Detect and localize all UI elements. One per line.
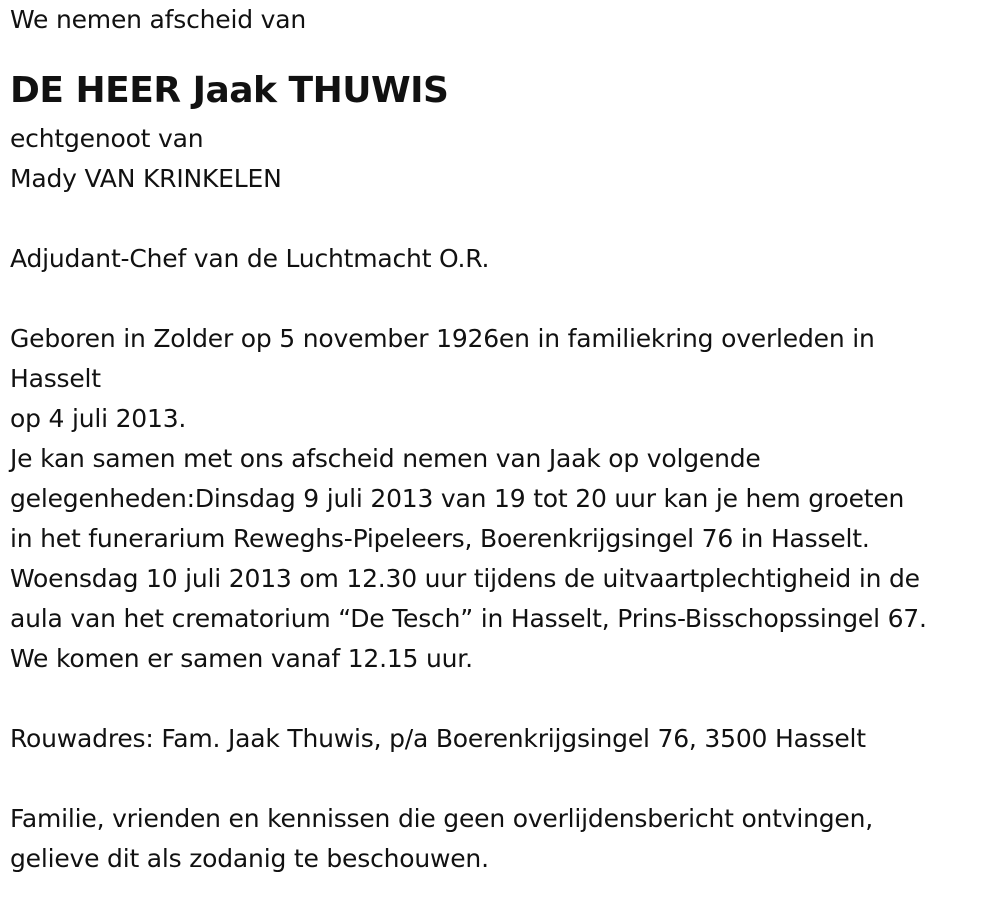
spacer bbox=[10, 199, 995, 239]
farewell-line: Je kan samen met ons afscheid nemen van Jaak op volgende bbox=[10, 444, 761, 473]
deceased-name: DE HEER Jaak THUWIS bbox=[10, 70, 449, 111]
spacer bbox=[10, 759, 995, 799]
spouse-label: echtgenoot van bbox=[10, 124, 204, 153]
spacer bbox=[10, 279, 995, 319]
birth-death-line: Hasselt bbox=[10, 364, 101, 393]
farewell-line: aula van het crematorium “De Tesch” in Hasselt, Prins-Bisschopssingel 67. bbox=[10, 604, 927, 633]
rank-text: Adjudant-Chef van de Luchtmacht O.R. bbox=[10, 244, 490, 273]
spacer bbox=[10, 679, 995, 719]
closing-line: Familie, vrienden en kennissen die geen overlijdensbericht ontvingen, bbox=[10, 804, 874, 833]
farewell-line: We komen er samen vanaf 12.15 uur. bbox=[10, 644, 473, 673]
birth-death-line: Geboren in Zolder op 5 november 1926en in familiekring overleden in bbox=[10, 324, 875, 353]
farewell-line: in het funerarium Reweghs-Pipeleers, Boerenkrijgsingel 76 in Hasselt. bbox=[10, 524, 870, 553]
farewell-line: gelegenheden:Dinsdag 9 juli 2013 van 19 tot 20 uur kan je hem groeten bbox=[10, 484, 905, 513]
closing-line: gelieve dit als zodanig te beschouwen. bbox=[10, 844, 489, 873]
farewell-line: Woensdag 10 juli 2013 om 12.30 uur tijdens de uitvaartplechtigheid in de bbox=[10, 564, 920, 593]
obituary-notice bbox=[10, 0, 995, 879]
spouse-name: Mady VAN KRINKELEN bbox=[10, 164, 282, 193]
birth-death-line: op 4 juli 2013. bbox=[10, 404, 187, 433]
mourning-address: Rouwadres: Fam. Jaak Thuwis, p/a Boerenkrijgsingel 76, 3500 Hasselt bbox=[10, 724, 866, 753]
intro-text: We nemen afscheid van bbox=[10, 5, 306, 34]
